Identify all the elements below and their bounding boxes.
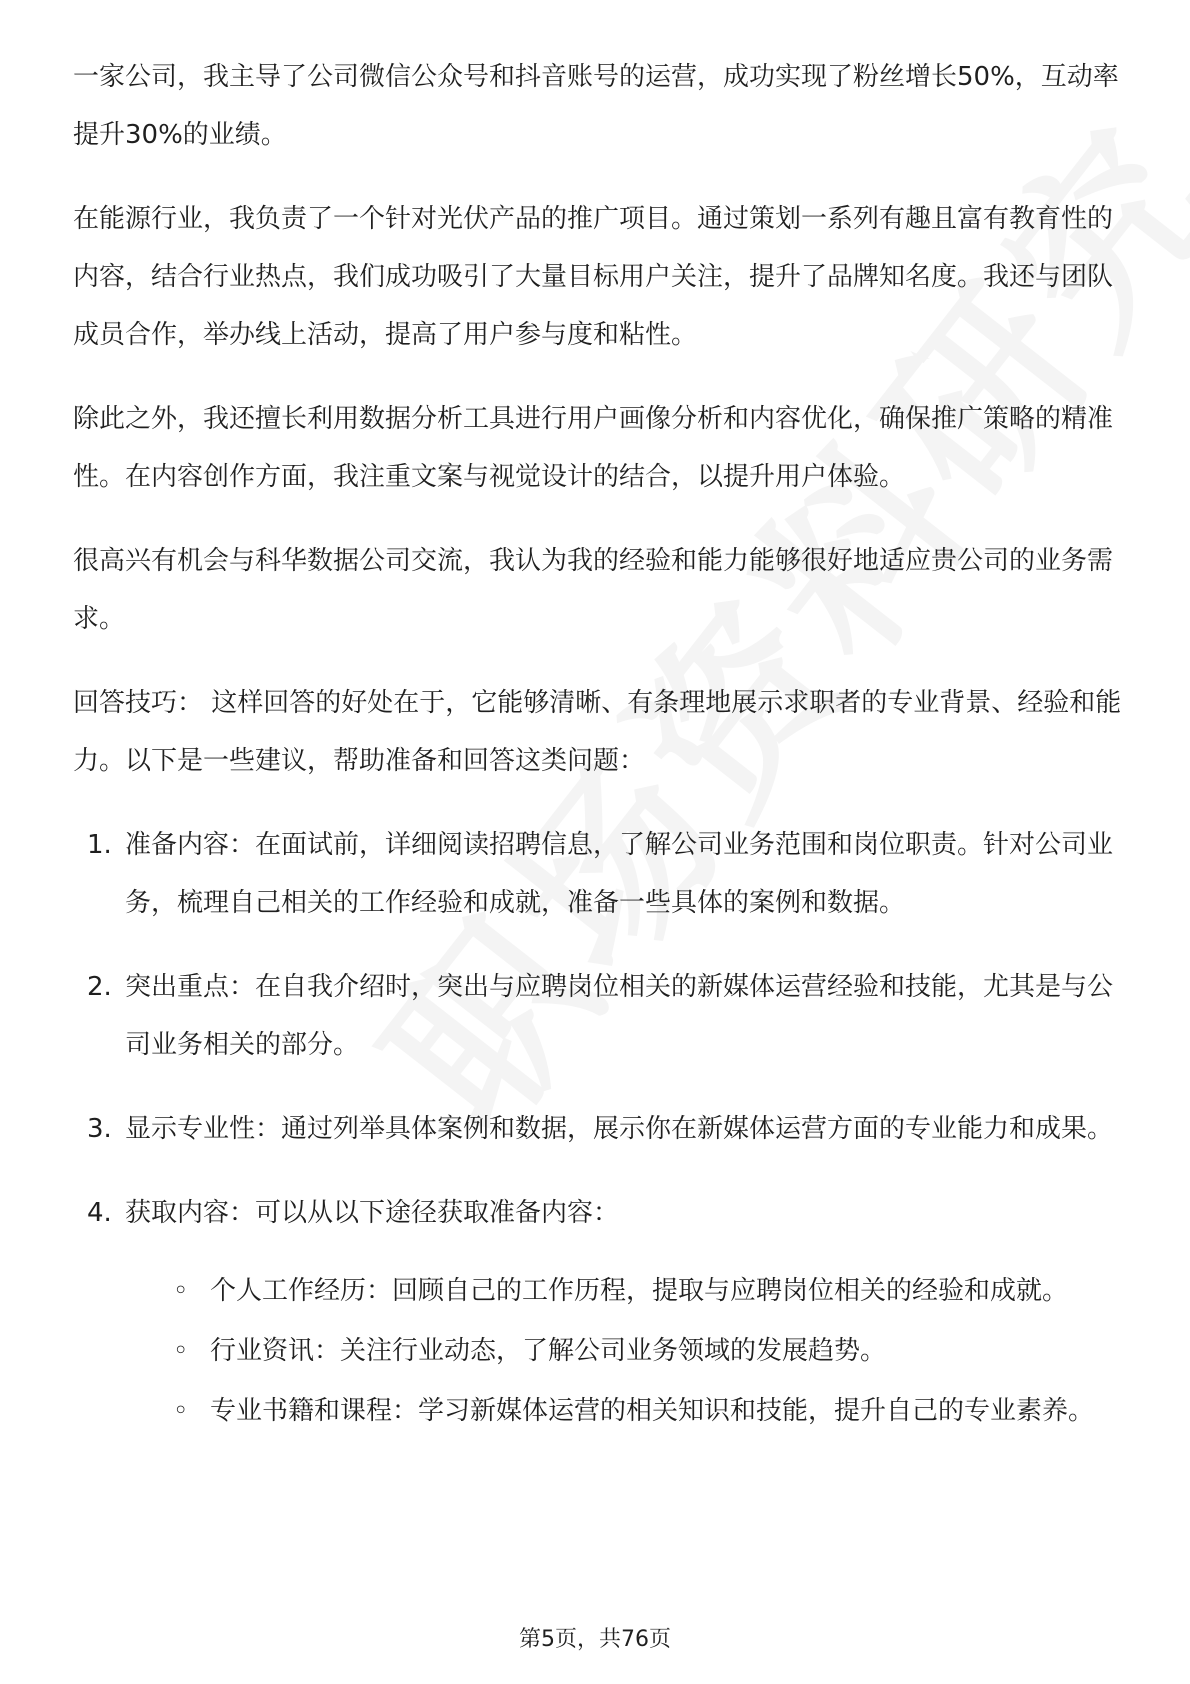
list-item bbox=[73, 1100, 1123, 1158]
list-number: 2. bbox=[87, 972, 112, 1002]
page-content bbox=[73, 48, 1123, 1466]
circle-bullet-icon: ◦ bbox=[173, 1396, 189, 1426]
list-item-text: 获取内容：可以从以下途径获取准备内容： bbox=[125, 1198, 620, 1228]
sub-list bbox=[125, 1262, 1123, 1440]
page-number-footer: 第5页，共76页 bbox=[519, 1627, 671, 1652]
paragraph-answer-tips: 回答技巧： 这样回答的好处在于，它能够清晰、有条理地展示求职者的专业背景、经验和能力。以下是一些建议，帮助准备和回答这类问题： bbox=[73, 688, 1122, 776]
list-item bbox=[73, 816, 1123, 932]
tips-list bbox=[73, 816, 1123, 1440]
list-number: 3. bbox=[87, 1114, 112, 1144]
list-item bbox=[73, 958, 1123, 1074]
paragraph-data-analysis: 除此之外，我还擅长利用数据分析工具进行用户画像分析和内容优化，确保推广策略的精准性。在内容创作方面，我注重文案与视觉设计的结合，以提升用户体验。 bbox=[73, 404, 1114, 492]
circle-bullet-icon: ◦ bbox=[173, 1276, 189, 1306]
list-number: 4. bbox=[87, 1198, 112, 1228]
sub-list-item-text: 个人工作经历：回顾自己的工作历程，提取与应聘岗位相关的经验和成就。 bbox=[210, 1276, 1069, 1306]
paragraph-closing: 很高兴有机会与科华数据公司交流，我认为我的经验和能力能够很好地适应贵公司的业务需求。 bbox=[73, 546, 1114, 634]
list-item-text: 准备内容：在面试前，详细阅读招聘信息，了解公司业务范围和岗位职责。针对公司业务，梳理自己相关的工作经验和成就，准备一些具体的案例和数据。 bbox=[125, 830, 1114, 918]
sub-list-item bbox=[165, 1262, 1123, 1320]
list-item-text: 显示专业性：通过列举具体案例和数据，展示你在新媒体运营方面的专业能力和成果。 bbox=[125, 1114, 1114, 1144]
sub-list-item bbox=[165, 1382, 1123, 1440]
circle-bullet-icon: ◦ bbox=[173, 1336, 189, 1366]
list-item-text: 突出重点：在自我介绍时，突出与应聘岗位相关的新媒体运营经验和技能，尤其是与公司业务相关的部分。 bbox=[125, 972, 1114, 1060]
sub-list-item-text: 专业书籍和课程：学习新媒体运营的相关知识和技能，提升自己的专业素养。 bbox=[210, 1396, 1095, 1426]
paragraph-experience-intro: 一家公司，我主导了公司微信公众号和抖音账号的运营，成功实现了粉丝增长50%，互动率提升30%的业绩。 bbox=[73, 62, 1119, 150]
sub-list-item-text: 行业资讯：关注行业动态，了解公司业务领域的发展趋势。 bbox=[210, 1336, 887, 1366]
paragraph-energy-project: 在能源行业，我负责了一个针对光伏产品的推广项目。通过策划一系列有趣且富有教育性的内容，结合行业热点，我们成功吸引了大量目标用户关注，提升了品牌知名度。我还与团队成员合作，举办线上活动，提高了用户参与度和粘性。 bbox=[73, 204, 1114, 350]
list-item bbox=[73, 1184, 1123, 1440]
list-number: 1. bbox=[87, 830, 112, 860]
sub-list-item bbox=[165, 1322, 1123, 1380]
